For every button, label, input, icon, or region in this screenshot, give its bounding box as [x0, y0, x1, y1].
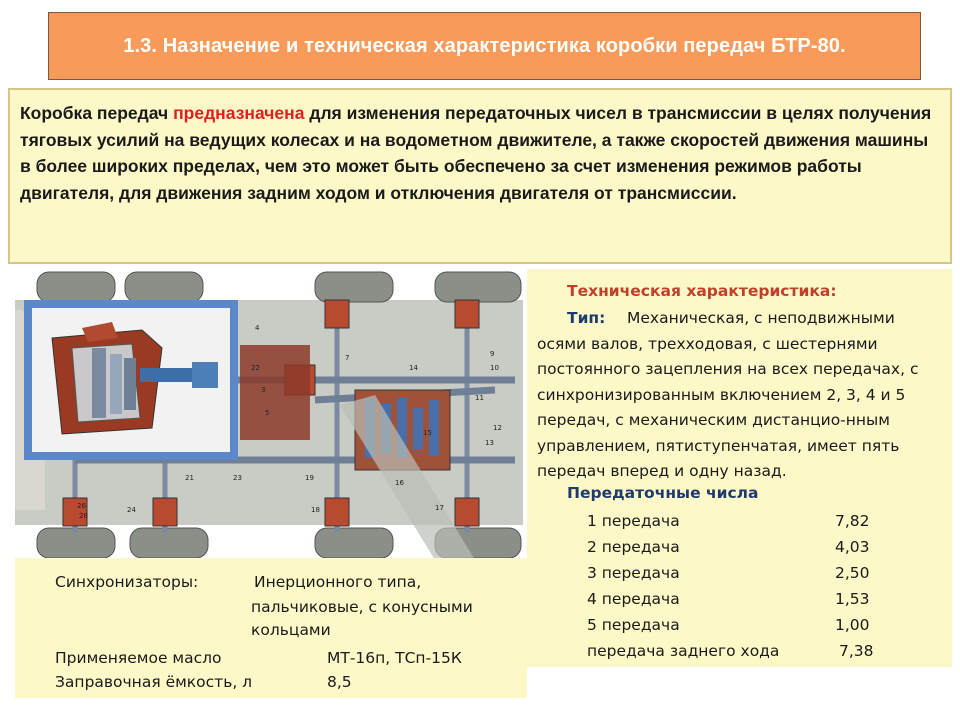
svg-text:15: 15: [423, 429, 432, 437]
ratios-title: Передаточные числа: [567, 484, 759, 502]
capacity-label: Заправочная ёмкость, л: [55, 673, 253, 691]
intro-text-end: для изменения передаточных чисел в трансмиссии в целях получения тяговых усилий на ведущих колесах и на водометном движителе, а также скоростей движения машины в более широких пределах, чем это может быть обеспечено за счет изменения режимов работы двигателя, для движения задним ходом и отключения двигателя от трансмиссии.: [20, 103, 932, 203]
spec-panel: [527, 269, 952, 667]
svg-text:16: 16: [395, 479, 404, 487]
svg-text:24: 24: [127, 506, 136, 514]
ratio-row: [527, 534, 952, 560]
bottom-spec-box: [15, 558, 527, 698]
spec-title: Техническая характеристика:: [567, 282, 837, 300]
ratio-value: 1,00: [835, 616, 870, 634]
ratio-row: [527, 560, 952, 586]
capacity-value: 8,5: [327, 673, 352, 691]
ratio-value: 7,82: [835, 512, 870, 530]
svg-text:21: 21: [185, 474, 194, 482]
ratio-label: 2 передача: [587, 538, 680, 556]
type-value: Механическая, с неподвижными осями валов, трехходовая, с шестернями постоянного зацепления на всех передачах, с синхронизированным включением 2, 3, 4 и 5 передач, с механическим дистанцио-нным управлением, пятиступенчатая, имеет пять передач вперед и одну назад.: [537, 309, 919, 480]
sync-label: Синхронизаторы:: [55, 573, 199, 591]
type-description: [537, 306, 947, 485]
engine-block: [240, 345, 310, 440]
sync-value-line-3: кольцами: [251, 621, 331, 639]
svg-text:5: 5: [265, 409, 270, 417]
ratio-label: 4 передача: [587, 590, 680, 608]
intro-box: [8, 88, 952, 264]
ratio-label: 5 передача: [587, 616, 680, 634]
svg-text:13: 13: [485, 439, 494, 447]
svg-text:14: 14: [409, 364, 418, 372]
ratio-value: 4,03: [835, 538, 870, 556]
svg-text:18: 18: [311, 506, 320, 514]
svg-text:28: 28: [79, 512, 88, 520]
svg-text:11: 11: [475, 394, 484, 402]
svg-text:10: 10: [490, 364, 499, 372]
intro-text-start: Коробка передач: [20, 103, 174, 123]
ratio-value: 1,53: [835, 590, 870, 608]
ratio-label: 1 передача: [587, 512, 680, 530]
svg-text:19: 19: [305, 474, 314, 482]
ratio-row: [527, 612, 952, 638]
gearbox-photo: [32, 308, 230, 452]
ratio-row: [527, 508, 952, 534]
page-title: 1.3. Назначение и техническая характеристика коробки передач БТР-80.: [123, 34, 846, 57]
gearbox-photo-illustration: [32, 308, 230, 452]
oil-label: Применяемое масло: [55, 649, 222, 667]
ratio-label: передача заднего хода: [587, 642, 780, 660]
svg-text:26: 26: [77, 502, 86, 510]
svg-text:4: 4: [255, 324, 260, 332]
gearbox-photo-frame: [24, 300, 238, 460]
svg-text:23: 23: [233, 474, 242, 482]
type-label: Тип:: [567, 309, 606, 327]
svg-text:22: 22: [251, 364, 260, 372]
title-bar: [48, 12, 921, 80]
ratio-value: 7,38: [839, 642, 874, 660]
wheels-top: [37, 272, 521, 302]
ratio-value: 2,50: [835, 564, 870, 582]
svg-text:12: 12: [493, 424, 502, 432]
sync-value-line-1: Инерционного типа,: [254, 573, 422, 591]
sync-value-line-2: пальчиковые, с конусными: [251, 598, 473, 616]
svg-text:7: 7: [345, 354, 350, 362]
svg-text:9: 9: [490, 350, 495, 358]
intro-highlight: предназначена: [173, 103, 305, 123]
svg-text:3: 3: [261, 386, 266, 394]
oil-value: МТ-16п, ТСп-15К: [327, 649, 462, 667]
svg-text:17: 17: [435, 504, 444, 512]
ratio-label: 3 передача: [587, 564, 680, 582]
ratio-row: [527, 586, 952, 612]
ratio-row: [527, 638, 952, 664]
